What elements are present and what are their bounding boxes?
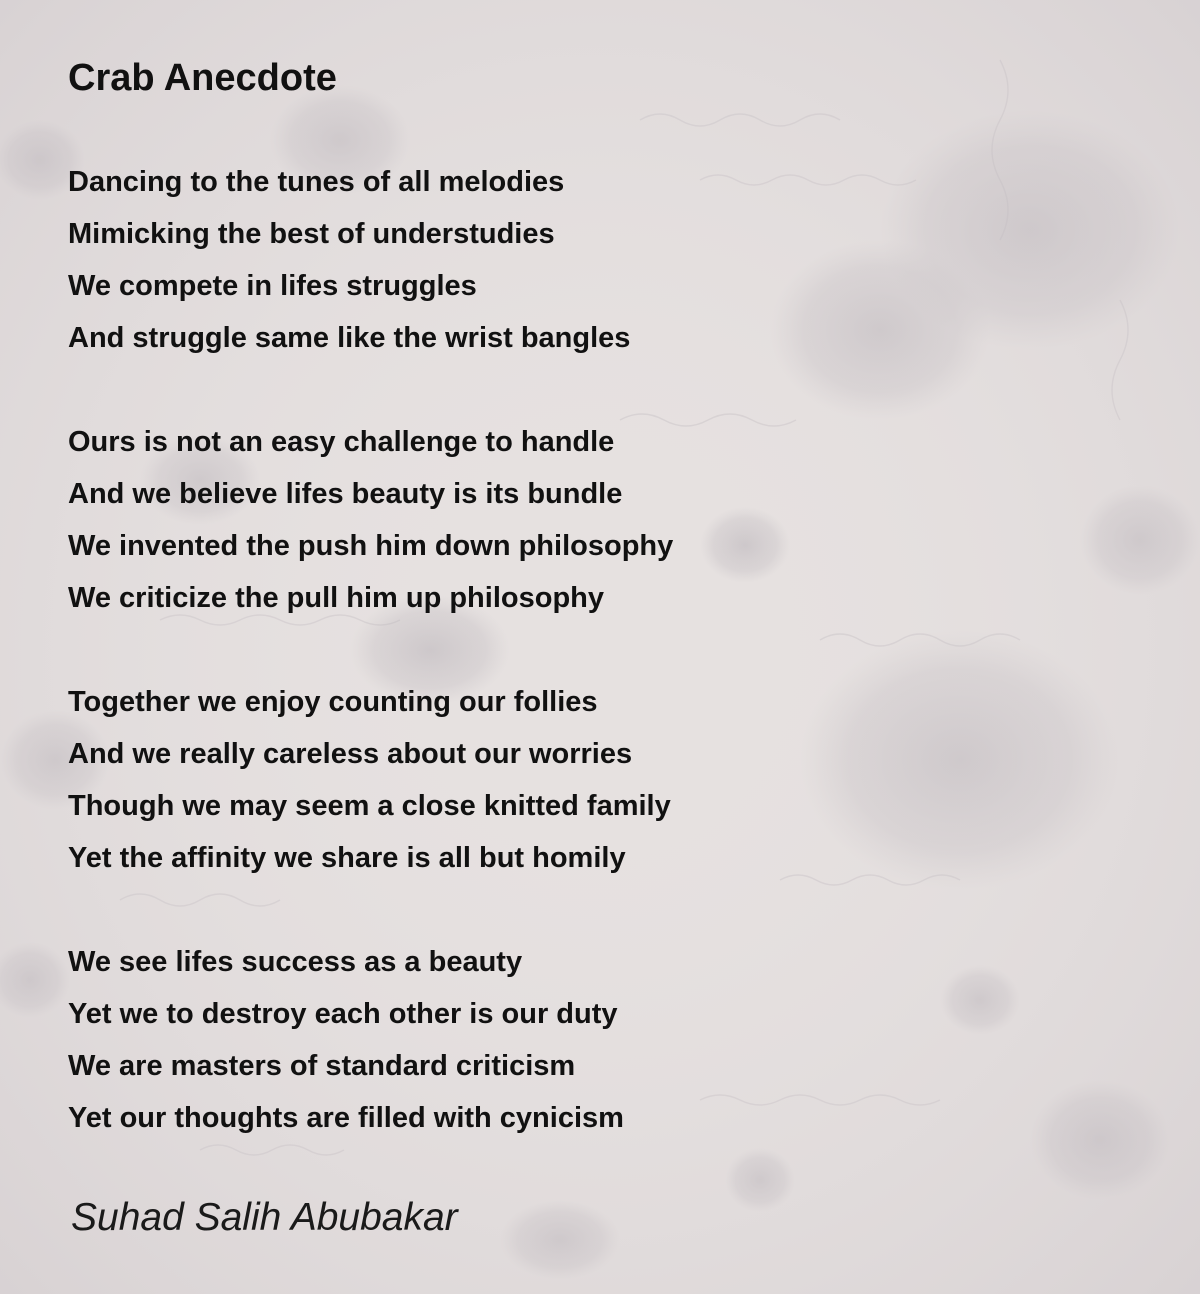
- poem-line: Dancing to the tunes of all melodies: [68, 166, 565, 198]
- stanza-1: [68, 156, 673, 364]
- poem-line: And struggle same like the wrist bangles: [68, 322, 631, 354]
- stanza-2: [68, 416, 673, 624]
- poem-line: We see lifes success as a beauty: [68, 946, 523, 978]
- poem-line: Though we may seem a close knitted family: [68, 790, 671, 822]
- poem-line: We compete in lifes struggles: [68, 270, 477, 302]
- poem-line: Ours is not an easy challenge to handle: [68, 426, 615, 458]
- stanza-3: [68, 676, 673, 884]
- poem-line: And we really careless about our worries: [68, 738, 633, 770]
- poem-title: Crab Anecdote: [68, 57, 337, 99]
- poem-line: Yet our thoughts are filled with cynicism: [68, 1102, 624, 1134]
- poem-line: Together we enjoy counting our follies: [68, 686, 598, 718]
- stanza-4: [68, 936, 673, 1144]
- poem-line: We invented the push him down philosophy: [68, 530, 674, 562]
- poem-line: Yet the affinity we share is all but homily: [68, 842, 626, 874]
- poem-line: Mimicking the best of understudies: [68, 218, 555, 250]
- poem-author: Suhad Salih Abubakar: [71, 1196, 458, 1239]
- poem-body: [68, 156, 673, 1196]
- poem-line: We are masters of standard criticism: [68, 1050, 576, 1082]
- poem-line: Yet we to destroy each other is our duty: [68, 998, 618, 1030]
- poem-line: And we believe lifes beauty is its bundle: [68, 478, 623, 510]
- poem-line: We criticize the pull him up philosophy: [68, 582, 605, 614]
